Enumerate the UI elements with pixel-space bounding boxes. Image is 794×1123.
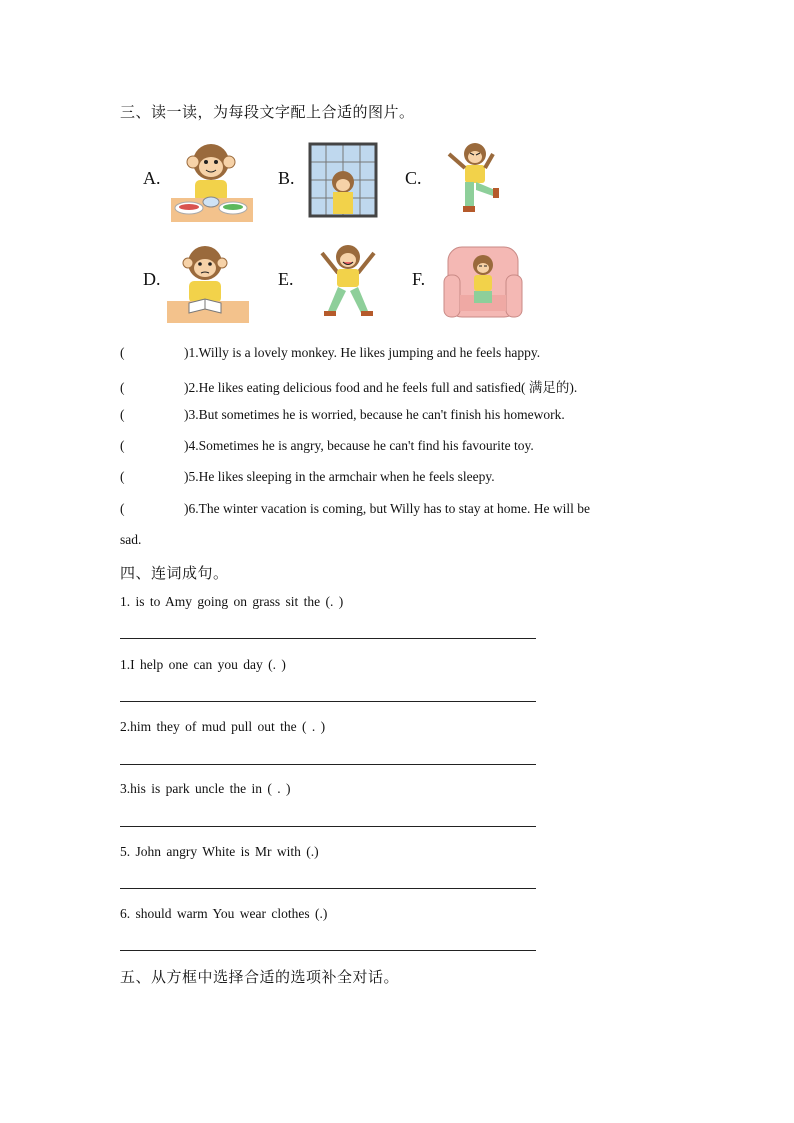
answer-blank[interactable]: ( [120,380,125,395]
answer-line[interactable] [120,701,536,702]
word-order-item: 1. is to Amy going on grass sit the (. ) [120,594,344,609]
answer-line[interactable] [120,826,536,827]
option-f [412,241,542,327]
question-text: )3.But sometimes he is worried, because he can't finish his homework. [184,407,565,422]
option-letter: B. [278,168,295,188]
option-c [405,140,535,226]
word-order-item: 6. should warm You wear clothes (.) [120,906,328,921]
section-5-heading: 五、从方框中选择合适的选项补全对话。 [120,968,400,986]
word-order-item: 2.him they of mud pull out the ( . ) [120,719,326,734]
question-text: )4.Sometimes he is angry, because he can't find his favourite toy. [184,438,534,453]
monkey-window-icon [308,140,390,222]
answer-blank[interactable]: ( [120,345,125,360]
answer-line[interactable] [120,764,536,765]
answer-line[interactable] [120,950,536,951]
question-text: )1.Willy is a lovely monkey. He likes jumping and he feels happy. [184,345,541,360]
monkey-angry-stomping-icon [437,140,519,222]
option-letter: A. [143,168,161,188]
word-order-item: 5. John angry White is Mr with (.) [120,844,319,859]
option-d [143,241,273,327]
answer-blank[interactable]: ( [120,438,125,453]
option-b [278,140,408,226]
option-a [143,140,273,226]
option-letter: F. [412,269,426,289]
monkey-jumping-icon [308,241,390,323]
word-order-item: 1.I help one can you day (. ) [120,657,286,672]
option-letter: E. [278,269,294,289]
option-letter: D. [143,269,161,289]
section-3-heading: 三、读一读，为每段文字配上合适的图片。 [120,103,415,121]
question-3 [120,407,565,423]
section-4-heading: 四、连词成句。 [120,564,229,582]
question-5 [120,469,495,485]
word-order-item: 3.his is park uncle the in ( . ) [120,781,291,796]
answer-blank[interactable]: ( [120,469,125,484]
answer-blank[interactable]: ( [120,407,125,422]
option-letter: C. [405,168,422,188]
question-text: )5.He likes sleeping in the armchair when he feels sleepy. [184,469,495,484]
question-text: )2.He likes eating delicious food and he feels full and satisfied( 满足的). [184,380,578,395]
monkey-eating-icon [171,140,253,222]
monkey-homework-icon [167,241,249,323]
monkey-armchair-sleeping-icon [442,241,524,323]
question-text: )6.The winter vacation is coming, but Willy has to stay at home. He will be [184,501,590,516]
question-1 [120,345,540,361]
question-4 [120,438,534,454]
question-6 [120,501,590,517]
question-2 [120,376,577,396]
option-e [278,241,408,327]
answer-line[interactable] [120,888,536,889]
answer-line[interactable] [120,638,536,639]
answer-blank[interactable]: ( [120,501,125,516]
question-6-continued: sad. [120,532,142,547]
